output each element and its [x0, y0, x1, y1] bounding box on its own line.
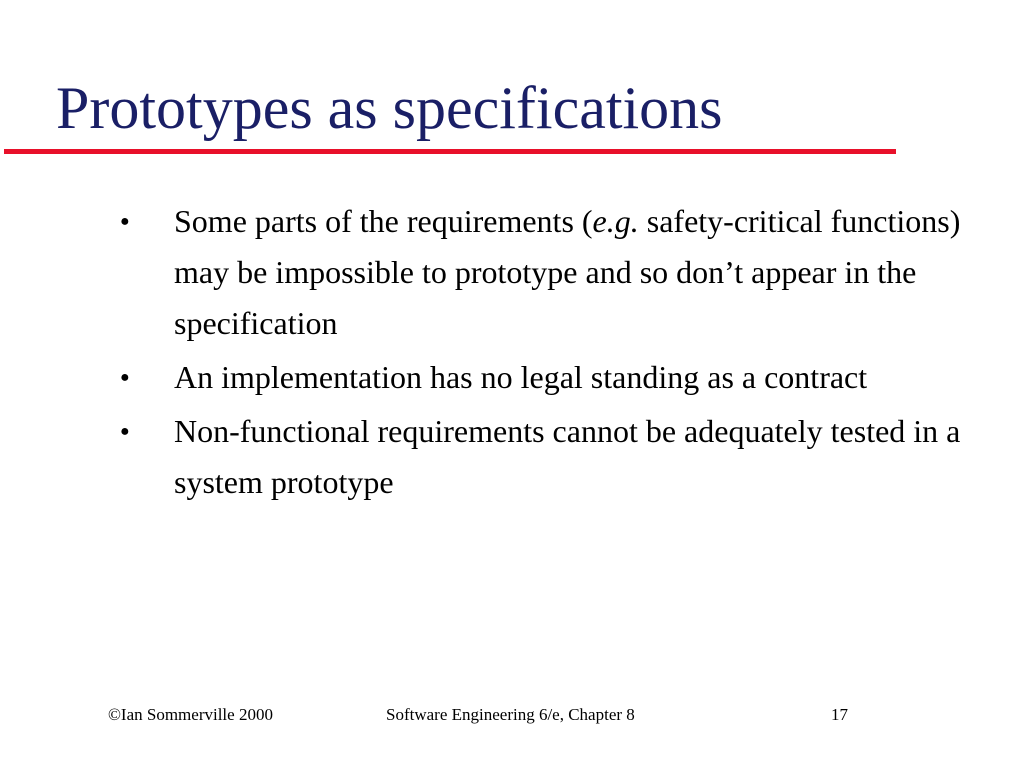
bullet-text: Non-functional requirements cannot be adequately tested in a system prototype [174, 413, 961, 500]
bullet-item [120, 406, 980, 508]
bullet-list [120, 196, 980, 511]
footer-copyright: ©Ian Sommerville 2000 [108, 705, 273, 724]
footer-course-title: Software Engineering 6/e, Chapter 8 [386, 705, 635, 724]
page-title: Prototypes as specifications [56, 75, 723, 141]
bullet-text-italic: e.g. [592, 203, 639, 239]
bullet-text-part: safety-critical functions) may be impossible to prototype and so don’t appear in the specification [174, 203, 961, 341]
footer-page-number: 17 [831, 705, 848, 724]
title-underline-divider [4, 149, 896, 154]
bullet-item [120, 352, 980, 403]
bullet-text-part: Some parts of the requirements ( [174, 203, 593, 239]
bullet-icon: ● [120, 423, 130, 440]
bullet-icon: ● [120, 213, 130, 230]
bullet-text: An implementation has no legal standing as a contract [174, 359, 868, 395]
bullet-icon: ● [120, 369, 130, 386]
bullet-item [120, 196, 980, 349]
